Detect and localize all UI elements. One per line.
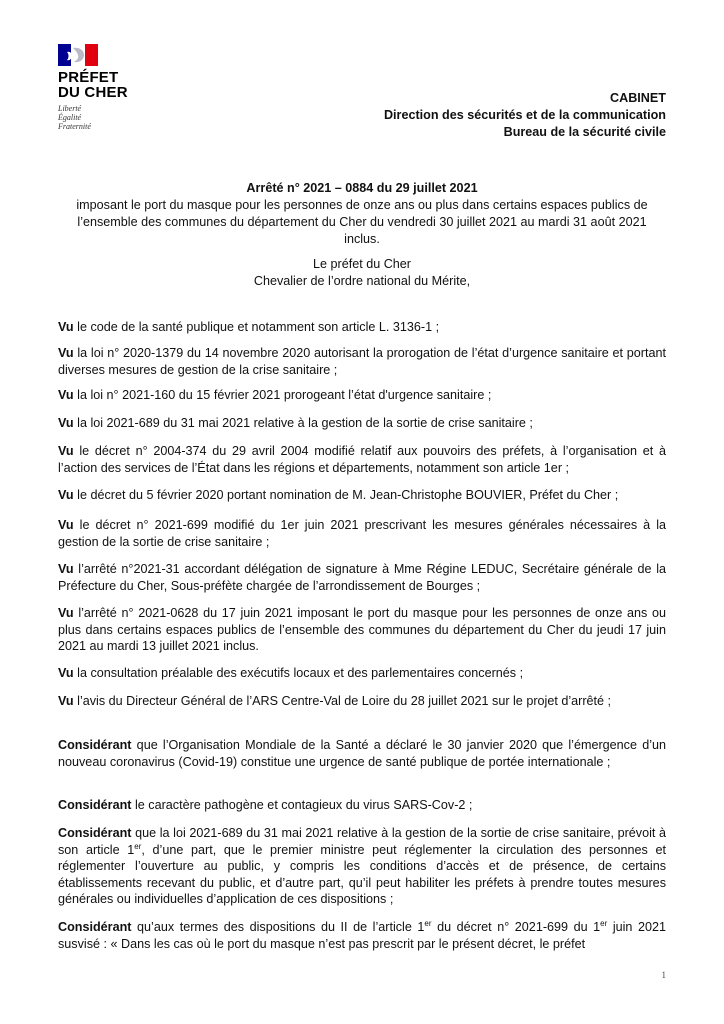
vu-text: le code de la santé publique et notamment son article L. 3136-1 ; (73, 320, 440, 334)
considerant-keyword: Considérant (58, 738, 132, 752)
considerant-text: qu’aux termes des dispositions du II de l’article 1 (131, 920, 425, 934)
prefet-line1: Le préfet du Cher (312, 257, 411, 271)
vu-text: la loi 2021-689 du 31 mai 2021 relative à la gestion de la sortie de crise sanitaire ; (73, 416, 533, 430)
motto-liberte: Liberté (58, 104, 82, 113)
superscript: er (134, 841, 142, 851)
vu-paragraph (58, 665, 666, 682)
service-cabinet: CABINET (610, 91, 666, 105)
vu-text: la consultation préalable des exécutifs locaux et des parlementaires concernés ; (73, 666, 524, 680)
vu-keyword: Vu (58, 416, 74, 430)
considerant-keyword: Considérant (58, 826, 132, 840)
vu-keyword: Vu (58, 562, 74, 576)
motto-fraternite: Fraternité (58, 122, 91, 131)
vu-text: l’arrêté n° 2021-0628 du 17 juin 2021 imposant le port du masque pour les personnes de onze ans ou plus dans certains espaces publics de l’ensemble des communes du département du Cher du jeudi 17 juin 2021 au mardi 13 juillet 2021 inclus. (58, 606, 666, 654)
service-bureau: Bureau de la sécurité civile (503, 125, 666, 139)
vu-keyword: Vu (58, 694, 74, 708)
vu-paragraph (58, 693, 666, 710)
superscript: er (600, 918, 608, 928)
vu-paragraph (58, 517, 666, 550)
considerant-keyword: Considérant (58, 798, 132, 812)
decree-title-block (58, 180, 666, 248)
considerant-text: le caractère pathogène et contagieux du virus SARS-Cov-2 ; (131, 798, 473, 812)
prefet-name-line2: DU CHER (58, 84, 128, 101)
considerant-text: du décret n° 2021-699 du 1 (431, 920, 601, 934)
prefet-signatory-block (58, 256, 666, 290)
vu-text: l’arrêté n°2021-31 accordant délégation de signature à Mme Régine LEDUC, Secrétaire générale de la Préfecture du Cher, Sous-préfète chargée de l’arrondissement de Bourges ; (58, 562, 666, 593)
republic-motto (58, 104, 178, 131)
vu-keyword: Vu (58, 518, 74, 532)
decree-object: imposant le port du masque pour les personnes de onze ans ou plus dans certains espaces publics de l’ensemble des communes du département du Cher du vendredi 30 juillet 2021 au mardi 31 août 2021 inclus. (76, 198, 648, 246)
vu-paragraph (58, 605, 666, 655)
vu-paragraph (58, 319, 666, 336)
vu-keyword: Vu (58, 320, 74, 334)
considerant-text: que l’Organisation Mondiale de la Santé a déclaré le 30 janvier 2020 que l’émergence d’un nouveau coronavirus (Covid-19) constitue une urgence de santé publique de portée internationale ; (58, 738, 666, 769)
vu-keyword: Vu (58, 666, 74, 680)
prefet-name (58, 70, 178, 100)
vu-text: l’avis du Directeur Général de l’ARS Centre-Val de Loire du 28 juillet 2021 sur le projet d’arrêté ; (73, 694, 612, 708)
prefet-line2: Chevalier de l’ordre national du Mérite, (253, 274, 471, 288)
considerant-keyword: Considérant (58, 920, 132, 934)
considerant-paragraph (58, 737, 666, 770)
vu-text: le décret n° 2021-699 modifié du 1er juin 2021 prescrivant les mesures générales nécessaires à la gestion de la sortie de crise sanitaire ; (58, 518, 666, 549)
service-direction: Direction des sécurités et de la communication (383, 108, 666, 122)
vu-text: le décret du 5 février 2020 portant nomination de M. Jean-Christophe BOUVIER, Préfet du Cher ; (73, 488, 619, 502)
vu-keyword: Vu (58, 388, 74, 402)
vu-paragraph (58, 561, 666, 594)
prefecture-logo (58, 44, 178, 131)
page-number: 1 (661, 970, 666, 980)
vu-paragraph (58, 345, 666, 378)
considerant-text: juin 2021 susvisé : « Dans les cas où le port du masque n’est pas prescrit par le présent décret, le préfet (58, 920, 667, 951)
issuing-service (384, 90, 666, 141)
considerant-paragraph (58, 919, 666, 952)
considerant-paragraph (58, 797, 666, 814)
vu-text: le décret n° 2004-374 du 29 avril 2004 modifié relatif aux pouvoirs des préfets, à l’organisation et à l’action des services de l’État dans les régions et départements, notamment son article 1er ; (58, 444, 666, 475)
considerant-paragraph (58, 825, 666, 908)
vu-text: la loi n° 2020-1379 du 14 novembre 2020 autorisant la prorogation de l’état d’urgence sanitaire et portant diverses mesures de gestion de la crise sanitaire ; (58, 346, 666, 377)
vu-paragraph (58, 487, 666, 504)
marianne-emblem-icon (58, 44, 98, 66)
vu-keyword: Vu (58, 346, 74, 360)
vu-paragraph (58, 415, 666, 432)
vu-keyword: Vu (58, 606, 74, 620)
decree-title: Arrêté n° 2021 – 0884 du 29 juillet 2021 (246, 181, 478, 195)
considerant-text: que la loi 2021-689 du 31 mai 2021 relative à la gestion de la sortie de crise sanitaire, prévoit à son article 1 (58, 826, 666, 857)
vu-text: la loi n° 2021-160 du 15 février 2021 prorogeant l’état d'urgence sanitaire ; (73, 388, 492, 402)
vu-paragraph (58, 387, 666, 404)
considerant-text: , d’une part, que le premier ministre peut réglementer la circulation des personnes et réglementer l’ouverture au public, y compris les conditions d’accès et de présence, de certains établissements recevant du public, et d’autre part, qu’il peut habiliter les préfets à prendre toutes mesures générales ou individuelles d’application de ces dispositions ; (58, 842, 666, 907)
vu-keyword: Vu (58, 488, 74, 502)
vu-keyword: Vu (58, 444, 74, 458)
motto-egalite: Égalité (58, 113, 82, 122)
vu-paragraph (58, 443, 666, 476)
superscript: er (424, 918, 432, 928)
prefet-name-line1: PRÉFET (58, 69, 119, 86)
